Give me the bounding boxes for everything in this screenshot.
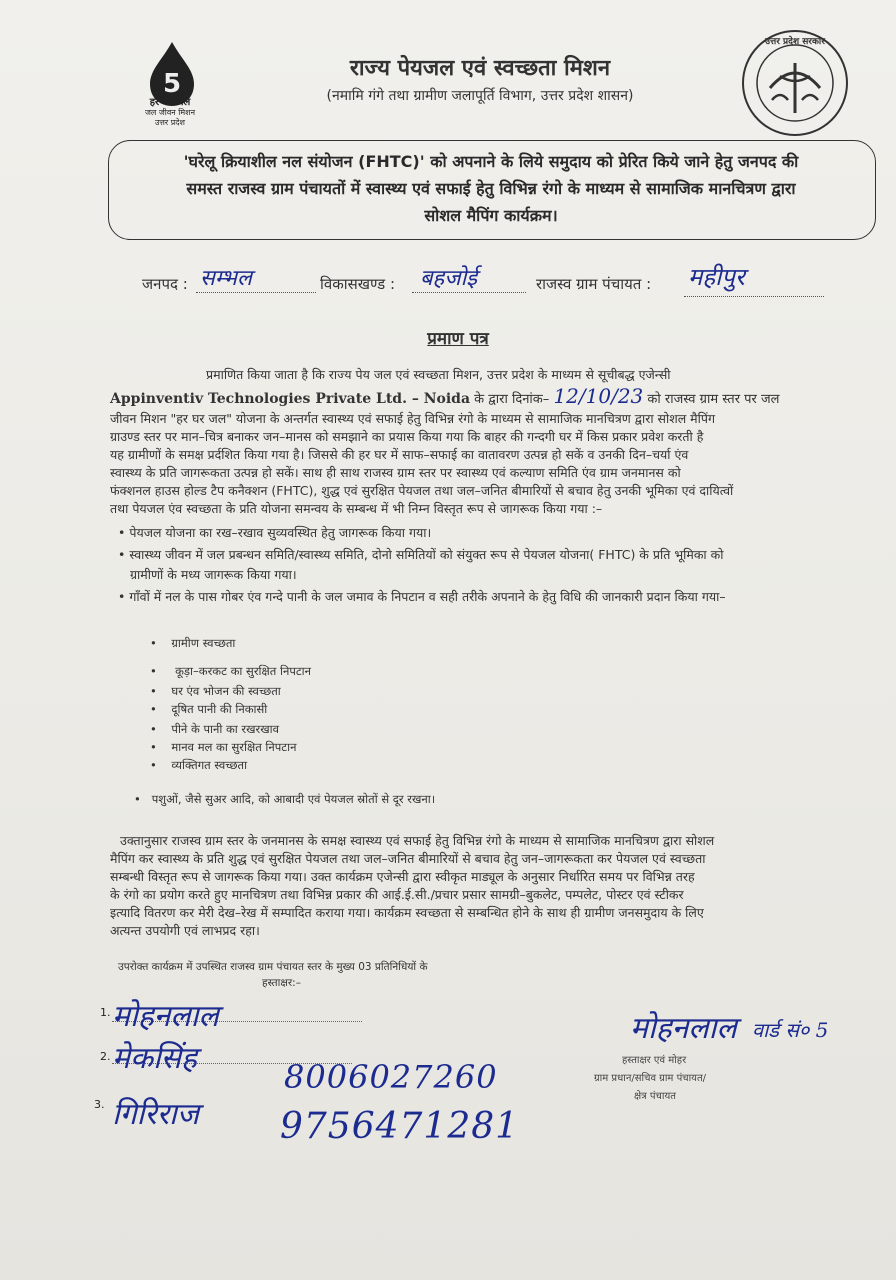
sub-bullet-3-text: घर एंव भोजन की स्वच्छता: [171, 684, 281, 698]
logo-left-title: हर घर जल: [149, 97, 191, 108]
date-prefix: के द्वारा दिनांक–: [474, 392, 550, 407]
para1-line6: स्वास्थ्य के प्रति जागरूकता उत्पन्न हो सकें। साथ ही साथ राजस्व ग्राम स्तर पर स्वास्थ्य एवं कल्याण समिति एंव ग्राम जनमानस को: [110, 465, 681, 480]
program-description: [120, 148, 862, 229]
sub-bullet-2: • कूड़ा–करकट का सुरक्षित निपटान: [150, 664, 312, 678]
sig-number-2: 2.: [100, 1050, 111, 1063]
sub-bullet-5-text: पीने के पानी का रखरखाव: [171, 722, 280, 736]
block-value: बहजोई: [420, 266, 478, 291]
agency-name: Appinventiv Technologies Private Ltd. – Noida: [110, 391, 471, 407]
para2-line5: इत्यादि वितरण कर मेरी देख–रेख में सम्पादित कराया गया। कार्यक्रम स्वच्छता से सम्बन्धित होने के साथ ही ग्रामीण जनसमुदाय के लिए: [110, 905, 704, 920]
bullet-2-text: स्वास्थ्य जीवन में जल प्रबन्धन समिति/स्वास्थ्य समिति, दोनो समितियों को संयुक्त रूप से पेयजल योजना( FHTC) के प्रति भूमिका को: [129, 547, 724, 562]
block-label: विकासखण्ड :: [320, 275, 396, 293]
logo-left-caption: [120, 98, 220, 128]
para2-line2: मैपिंग कर स्वास्थ्य के प्रति शुद्ध एवं सुरक्षित पेयजल तथा जल–जनित बीमारियों से बचाव हेतु जन–जागरूकता कर पेयजल एवं स्वच्छता: [110, 851, 706, 866]
certificate-title: प्रमाण पत्र: [427, 329, 489, 349]
sub-bullet-7-text: व्यक्तिगत स्वच्छता: [171, 758, 248, 772]
panchayat-value: महीपुर: [688, 263, 745, 291]
para1-line5: यह ग्रामीणों के समक्ष प्रर्दशित किया गया है। जिससे की हर घर में साफ–सफाई का वातावरण उत्पन्न हो सकें व उनकी दिन–चर्या एंव: [110, 447, 689, 462]
program-line-1: 'घरेलू क्रियाशील नल संयोजन (FHTC)' को अपनाने के लिये समुदाय को प्रेरित किये जाने हेतु जनपद की: [183, 152, 799, 171]
para1-line4: ग्राउण्ड स्तर पर मान–चित्र बनाकर जन–मानस को समझाने का प्रयास किया गया कि बाहर की गन्दगी घर में किस प्रकार प्रवेश करती है: [110, 429, 704, 444]
bullet-1: • पेयजल योजना का रख–रखाव सुव्यवस्थित हेतु जागरूक किया गया।: [118, 525, 432, 540]
head-label-1: हस्ताक्षर एवं मोहर: [622, 1055, 687, 1066]
head-signature: मोहनलाल: [630, 1011, 737, 1046]
bullet-2: • स्वास्थ्य जीवन में जल प्रबन्धन समिति/स्वास्थ्य समिति, दोनो समितियों को संयुक्त रूप से पेयजल योजना( FHTC) के प्रति भूमिका को: [118, 547, 724, 562]
last-bullet: • पशुओं, जैसे सुअर आदि, को आबादी एवं पेयजल स्रोतों से दूर रखना।: [134, 792, 436, 806]
sig-number-1: 1.: [100, 1006, 111, 1019]
para1-line7: फंक्शनल हाउस होल्ड टैप कनैक्शन (FHTC), शुद्ध एवं सुरक्षित पेयजल तथा जल–जनित बीमारियों से बचाव हेतु उनकी भूमिका एवं दायित्वों: [110, 483, 734, 498]
para3-line1: उपरोक्त कार्यक्रम में उपस्थित राजस्व ग्राम पंचायत स्तर के मुख्य 03 प्रतिनिधियों के: [118, 961, 428, 973]
phone-number-2: 9756471281: [280, 1106, 520, 1147]
para2-line6: अत्यन्त उपयोगी एवं लाभप्रद रहा।: [110, 923, 260, 938]
sig-number-3: 3.: [94, 1098, 105, 1111]
last-bullet-text: पशुओं, जैसे सुअर आदि, को आबादी एवं पेयजल स्रोतों से दूर रखना।: [151, 792, 436, 806]
sub-bullet-7: • व्यक्तिगत स्वच्छता: [150, 758, 248, 772]
date-suffix: को राजस्व ग्राम स्तर पर जल: [647, 392, 780, 407]
bullet-1-text: पेयजल योजना का रख–रखाव सुव्यवस्थित हेतु जागरूक किया गया।: [129, 525, 432, 540]
para1-line2: [110, 384, 850, 408]
sub-bullet-3: • घर एंव भोजन की स्वच्छता: [150, 684, 281, 698]
para1-line8: तथा पेयजल एंव स्वच्छता के प्रति योजना समन्वय के सम्बन्ध में भी निम्न विस्तृत रूप से जागरूक किया गया :–: [110, 501, 603, 516]
bullet-2-cont: ग्रामीणों के मध्य जागरूक किया गया।: [130, 567, 297, 582]
page-title: राज्य पेयजल एवं स्वच्छता मिशन: [349, 56, 611, 81]
phone-number-1: 8006027260: [284, 1058, 498, 1096]
sub-bullet-1: • ग्रामीण स्वच्छता: [150, 636, 236, 650]
para1-line3: जीवन मिशन "हर घर जल" योजना के अन्तर्गत स्वास्थ्य एवं सफाई हेतु विभिन्न रंगो के माध्यम से सामाजिक मानचित्रण द्वारा सोशल मैपिंग: [110, 411, 716, 426]
signature-3: गिरिराज: [112, 1097, 199, 1132]
para1-line1: प्रमाणित किया जाता है कि राज्य पेय जल एवं स्वच्छता मिशन, उत्तर प्रदेश के माध्यम से सूचीबद्ध एजेन्सी: [206, 367, 671, 382]
sub-bullet-2-text: कूड़ा–करकट का सुरक्षित निपटान: [175, 664, 312, 678]
para2-line4: के रंगो का प्रयोग करते हुए मानचित्रण तथा विभिन्न प्रकार की आई.ई.सी./प्रचार प्रसार सामग्री–बुकलेट, पम्पलेट, पोस्टर एवं स्टीकर: [110, 887, 684, 902]
district-label: जनपद :: [142, 275, 188, 293]
bullet-3: • गाँवों में नल के पास गोबर एंव गन्दे पानी के जल जमाव के निपटान व सही तरीके अपनाने के हेतु विधि की जानकारी प्रदान किया गया–: [118, 589, 726, 604]
head-label-3: क्षेत्र पंचायत: [634, 1091, 676, 1102]
program-date: 12/10/23: [553, 384, 644, 408]
signature-2: मेकसिंह: [112, 1041, 197, 1076]
sub-bullet-1-text: ग्रामीण स्वच्छता: [171, 636, 236, 650]
head-signature-ward: वार्ड सं० 5: [752, 1018, 829, 1042]
district-value: सम्भल: [200, 266, 252, 291]
signature-1: मोहनलाल: [112, 999, 219, 1034]
head-label-2: ग्राम प्रधान/सचिव ग्राम पंचायत/: [594, 1073, 707, 1084]
panchayat-label: राजस्व ग्राम पंचायत :: [536, 275, 652, 293]
emblem-caption: उत्तर प्रदेश सरकार: [765, 37, 825, 47]
para3-line2: हस्ताक्षर:–: [262, 977, 301, 989]
svg-text:5: 5: [162, 69, 182, 99]
sub-bullet-4: • दूषित पानी की निकासी: [150, 702, 268, 716]
logo-left-sub2: उत्तर प्रदेश: [155, 118, 185, 127]
sub-bullet-4-text: दूषित पानी की निकासी: [171, 702, 268, 716]
program-line-3: सोशल मैपिंग कार्यक्रम।: [424, 206, 558, 225]
page-subtitle: (नमामि गंगे तथा ग्रामीण जलापूर्ति विभाग, उत्तर प्रदेश शासन): [326, 88, 634, 104]
sub-bullet-6-text: मानव मल का सुरक्षित निपटान: [171, 740, 297, 754]
sub-bullet-6: • मानव मल का सुरक्षित निपटान: [150, 740, 297, 754]
para2-line3: सम्बन्धी विस्तृत रूप से जागरूक किया गया। उक्त कार्यक्रम एजेन्सी द्वारा स्वीकृत माड्यूल के अनुसार निर्धारित समय पर विभिन्न तरह: [110, 869, 695, 884]
program-line-2: समस्त राजस्व ग्राम पंचायतों में स्वास्थ्य एवं सफाई हेतु विभिन्न रंगो के माध्यम से सामाजिक मानचित्रण द्वारा: [186, 179, 796, 198]
sub-bullet-5: • पीने के पानी का रखरखाव: [150, 722, 280, 736]
para2-line1: उक्तानुसार राजस्व ग्राम स्तर के जनमानस के समक्ष स्वास्थ्य एवं सफाई हेतु विभिन्न रंगो के माध्यम से सामाजिक मानचित्रण द्वारा सोशल: [120, 833, 715, 848]
bullet-3-text: गाँवों में नल के पास गोबर एंव गन्दे पानी के जल जमाव के निपटान व सही तरीके अपनाने के हेतु विधि की जानकारी प्रदान किया गया–: [129, 589, 726, 604]
logo-left-sub1: जल जीवन मिशन: [144, 108, 196, 117]
